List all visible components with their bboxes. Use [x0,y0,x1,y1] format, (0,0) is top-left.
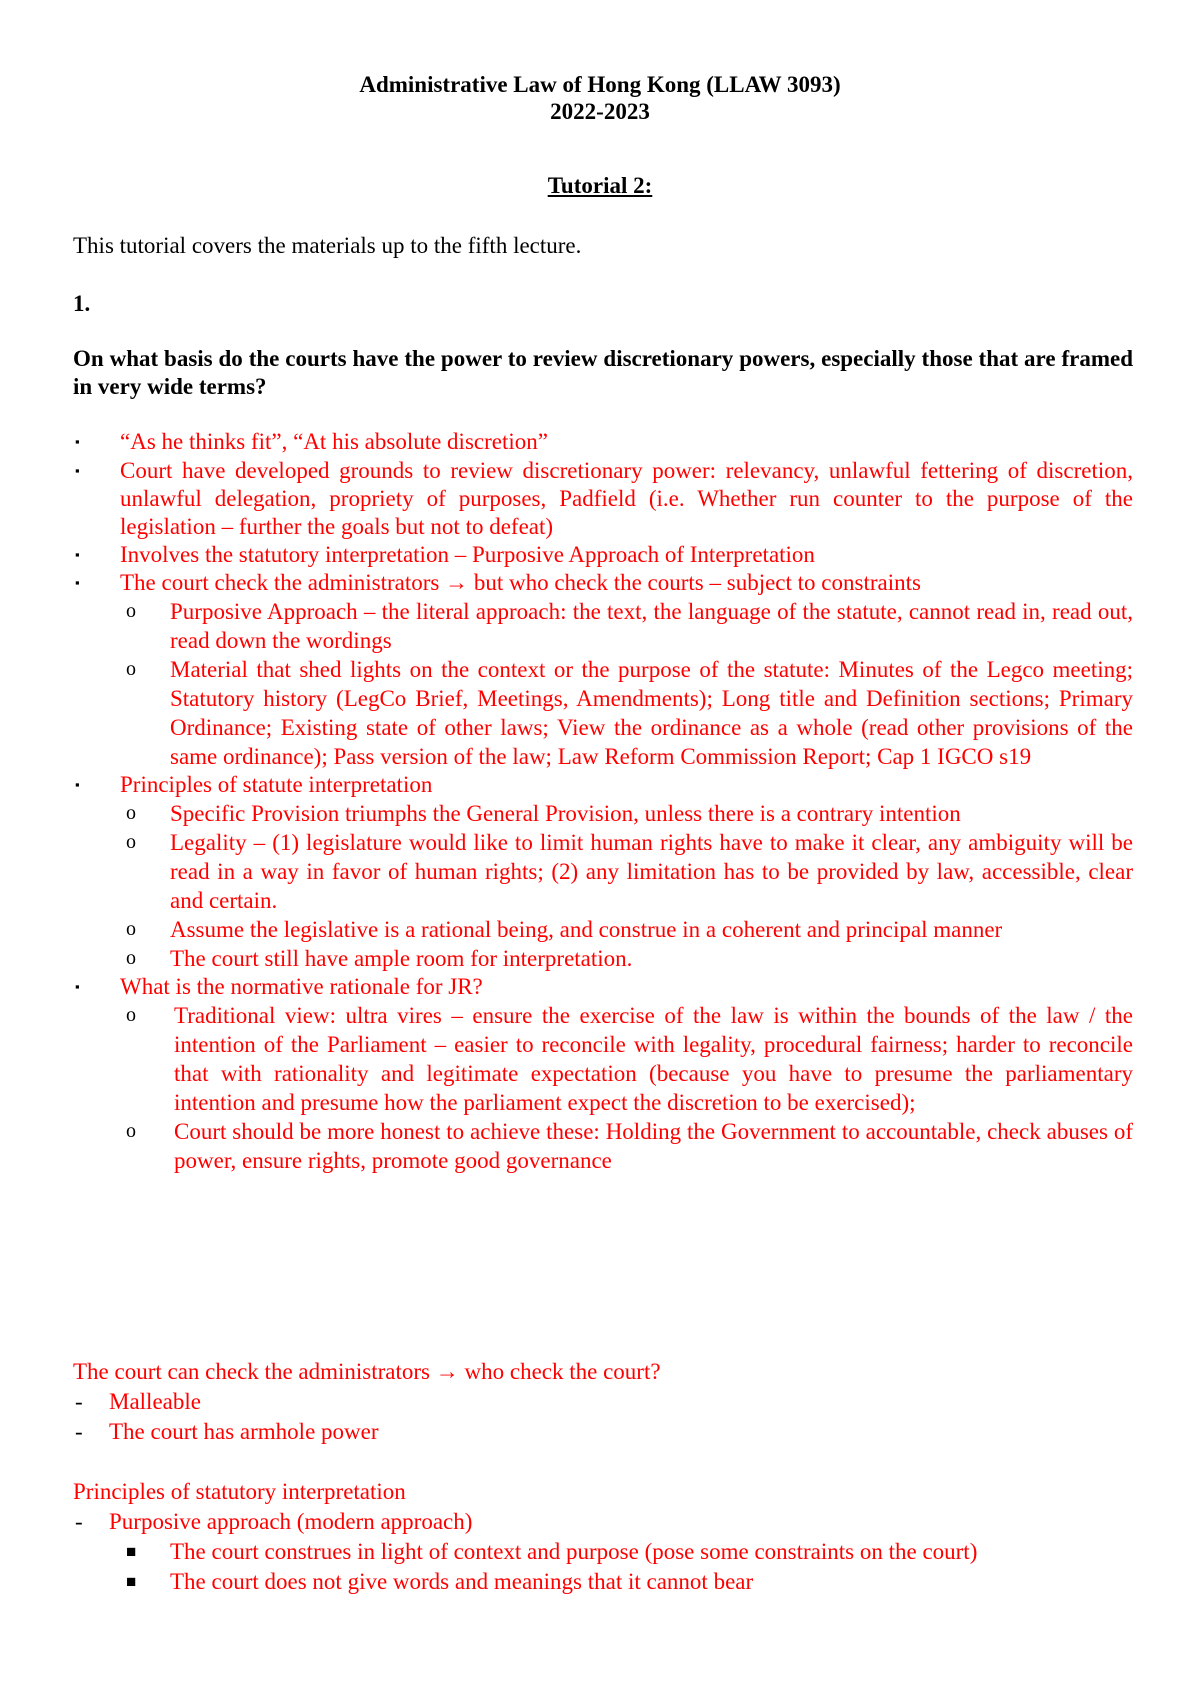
list-item [73,1417,1133,1447]
section-heading: Principles of statutory interpretation [73,1479,406,1504]
answer-list [73,427,1133,1175]
list-item [73,828,1133,915]
list-item [73,944,1133,973]
bullet-text: Purposive Approach – the literal approach: the text, the language of the statute, cannot read in, read out, read down the wordings [170,599,1133,653]
tutorial-heading-wrap [0,171,1200,201]
list-item [73,597,1133,655]
list-item [73,1537,1133,1567]
square-bullet-icon: ▪ [75,979,80,994]
bullet-text: Specific Provision triumphs the General Provision, unless there is a contrary intention [170,801,961,826]
bullet-text: The court does not give words and meanings that it cannot bear [170,1569,754,1594]
question-text: On what basis do the courts have the power to review discretionary powers, especially those that are framed in very wide terms? [73,346,1133,399]
dash-bullet-icon: - [75,1389,83,1414]
bullet-text: Court have developed grounds to review discretionary power: relevancy, unlawful fettering of discretion, unlawful delegation, propriety of purposes, Padfield (i.e. Whether run counter to the purpose of the legislation – further the goals but not to defeat) [120,458,1133,539]
circle-bullet-icon: o [126,831,136,853]
intro-text: This tutorial covers the materials up to the fifth lecture. [73,233,582,258]
list-item [73,1117,1133,1175]
list-item [73,457,1133,541]
circle-bullet-icon: o [126,802,136,824]
list-item [73,915,1133,944]
list-item [73,771,1133,799]
list-item [73,569,1133,597]
bullet-text: Purposive approach (modern approach) [109,1509,473,1534]
list-item [73,1507,1133,1537]
list-item [73,1567,1133,1597]
bullet-text: “As he thinks fit”, “At his absolute discretion” [120,429,548,454]
bullet-text: Material that shed lights on the context or the purpose of the statute: Minutes of the Legco meeting; Statutory history (LegCo Brief, Meetings, Amendments); Long title and Definition sections; Primary Ordinance; Existing state of other laws; View the ordinance as a whole (read other provisions of the same ordinance); Pass version of the law; Law Reform Commission Report; Cap 1 IGCO s19 [170,657,1133,769]
bullet-text: Involves the statutory interpretation – Purposive Approach of Interpretation [120,542,815,567]
bullet-text: Malleable [109,1389,201,1414]
bullet-text: Principles of statute interpretation [120,772,433,797]
circle-bullet-icon: o [126,947,136,969]
square-bullet-icon: ▪ [75,547,80,562]
circle-bullet-icon: o [126,600,136,622]
document-title: Administrative Law of Hong Kong (LLAW 3093) [359,72,841,97]
list-item [73,1387,1133,1417]
circle-bullet-icon: o [126,658,136,680]
dash-bullet-icon: - [75,1419,83,1444]
section-court-check [73,1357,1133,1447]
square-bullet-icon: ▪ [75,463,80,478]
list-item [73,973,1133,1001]
bullet-text: The court construes in light of context and purpose (pose some constraints on the court) [170,1539,978,1564]
bullet-text: Traditional view: ultra vires – ensure the exercise of the law is within the bounds of the law / the intention of the Parliament – easier to reconcile with legality, procedural fairness; harder to reconcile that with rationality and legitimate expectation (because you have to presume the parliamentary intention and presume how the parliament expect the discretion to be exercised); [174,1003,1133,1115]
bullet-text: The court has armhole power [109,1419,379,1444]
circle-bullet-icon: o [126,918,136,940]
bullet-text: The court check the administrators → but who check the courts – subject to constraints [120,570,921,595]
section-heading: The court can check the administrators → who check the court? [73,1359,661,1384]
list-item [73,541,1133,569]
tutorial-heading: Tutorial 2: [547,173,653,198]
academic-year: 2022-2023 [550,99,650,124]
question-number: 1. [73,291,91,316]
bullet-text: What is the normative rationale for JR? [120,974,483,999]
bullet-text: Legality – (1) legislature would like to limit human rights have to make it clear, any ambiguity will be read in a way in favor of human rights; (2) any limitation has to be provided by law, accessible, clear and certain. [170,830,1133,913]
circle-bullet-icon: o [126,1120,136,1142]
square-bullet-icon: ▪ [75,575,80,590]
square-bullet-icon: ▪ [75,434,80,449]
section-statutory-interpretation [73,1477,1133,1597]
list-item [73,427,1133,457]
bullet-text: Assume the legislative is a rational being, and construe in a coherent and principal manner [170,917,1003,942]
dash-bullet-icon: - [75,1509,83,1534]
square-bullet-icon: ■ [126,1572,137,1591]
square-bullet-icon: ▪ [75,777,80,792]
list-item [73,1001,1133,1117]
bullet-text: Court should be more honest to achieve these: Holding the Government to accountable, check abuses of power, ensure rights, promote good governance [174,1119,1133,1173]
list-item [73,655,1133,771]
square-bullet-icon: ■ [126,1542,137,1561]
circle-bullet-icon: o [126,1004,136,1026]
bullet-text: The court still have ample room for interpretation. [170,946,633,971]
list-item [73,799,1133,828]
